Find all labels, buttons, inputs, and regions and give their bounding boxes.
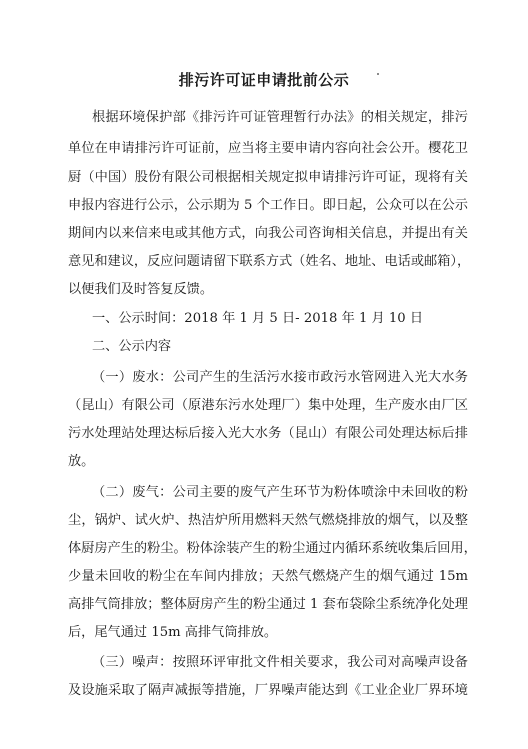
body-line: 意见和建议，反应问题请留下联系方式（姓名、地址、电话或邮箱）， <box>68 254 471 269</box>
body-line: 及设施采取了隔声减振等措施，厂界噪声能达到《工业企业厂界环境 <box>68 683 468 698</box>
body-line: 尘，锅炉、试火炉、热洁炉所用燃料天然气燃烧排放的烟气，以及整 <box>68 513 468 528</box>
body-line: 高排气筒排放；整体厨房产生的粉尘通过 1 套布袋除尘系统净化处理 <box>68 597 468 612</box>
body-line: （三）噪声：按照环评审批文件相关要求，我公司对高噪声设备 <box>92 655 468 670</box>
body-line: 少量未回收的粉尘在车间内排放；天然气燃烧产生的烟气通过 15m <box>68 569 468 584</box>
body-line: 单位在申请排污许可证前，应当将主要申请内容向社会公开。樱花卫 <box>68 141 468 156</box>
body-line: 根据环境保护部《排污许可证管理暂行办法》的相关规定，排污 <box>92 110 468 125</box>
body-line: 放。 <box>68 454 95 469</box>
body-line: 污水处理站处理达标后接入光大水务（昆山）有限公司处理达标后排 <box>68 426 468 441</box>
scan-speck <box>377 73 379 75</box>
body-line: （二）废气：公司主要的废气产生环节为粉体喷涂中未回收的粉 <box>92 485 468 500</box>
body-line: 厨（中国）股份有限公司根据相关规定拟申请排污许可证，现将有关 <box>68 170 468 185</box>
body-line: 体厨房产生的粉尘。粉体涂装产生的粉尘通过内循环系统收集后回用， <box>68 541 477 556</box>
body-line: 申报内容进行公示，公示期为 5 个工作日。即日起，公众可以在公示 <box>68 198 468 213</box>
section-heading-content: 二、公示内容 <box>92 339 172 354</box>
body-line: 以便我们及时答复反馈。 <box>68 282 214 297</box>
section-heading-time: 一、公示时间：2018 年 1 月 5 日- 2018 年 1 月 10 日 <box>92 311 424 326</box>
page-title: 排污许可证申请批前公示 <box>178 71 350 89</box>
body-line: （一）废水：公司产生的生活污水接市政污水管网进入光大水务 <box>92 370 468 385</box>
body-line: （昆山）有限公司（原港东污水处理厂）集中处理，生产废水由厂区 <box>68 398 468 413</box>
body-line: 期间内以来信来电或其他方式，向我公司咨询相关信息，并提出有关 <box>68 226 468 241</box>
body-line: 后，尾气通过 15m 高排气筒排放。 <box>68 625 278 640</box>
